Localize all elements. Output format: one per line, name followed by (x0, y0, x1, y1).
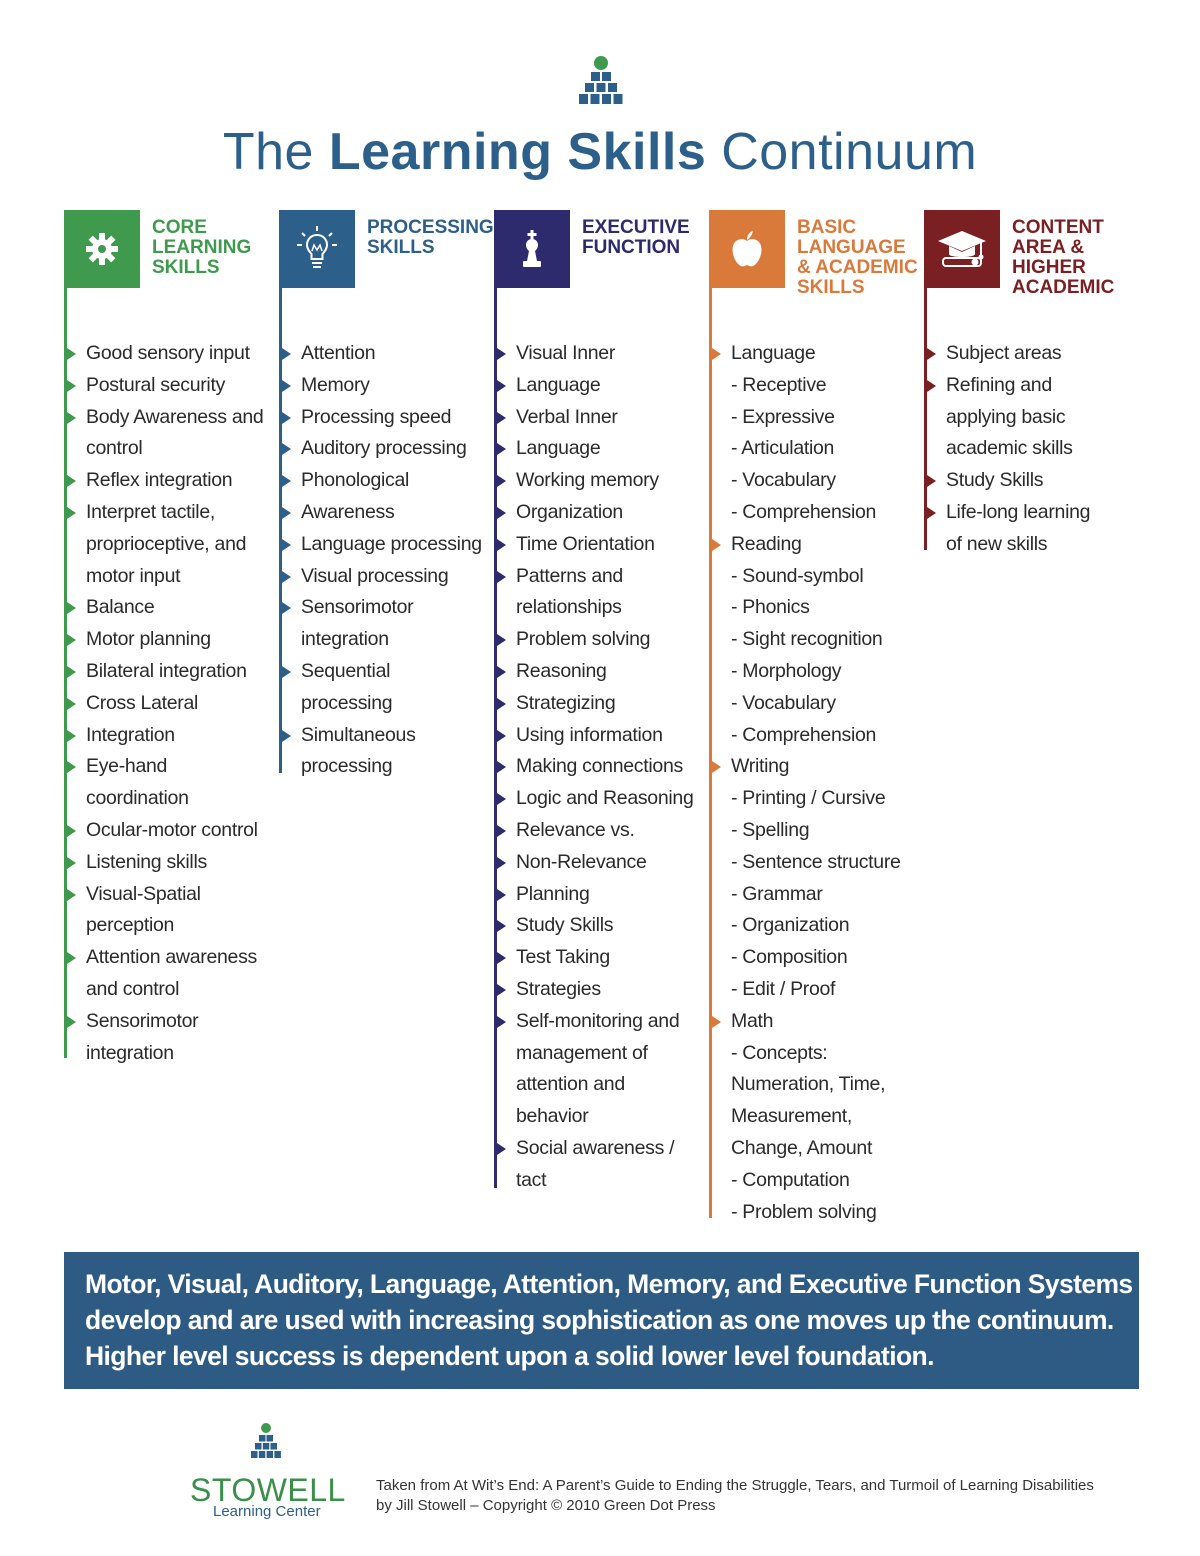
skill-item (279, 529, 494, 561)
skill-item-label: Non-Relevance (516, 850, 647, 873)
skill-item-label: Awareness (301, 500, 395, 523)
skill-item (279, 751, 494, 783)
skill-item (494, 1038, 709, 1070)
skill-item-label: Postural security (86, 373, 226, 396)
skill-item-label: processing (301, 691, 393, 714)
skill-item (494, 1133, 709, 1165)
skill-item (279, 402, 494, 434)
skill-item (709, 847, 924, 879)
skill-item (64, 624, 279, 656)
skill-item-label: Subject areas (946, 342, 1062, 364)
column-processing (279, 210, 494, 778)
brand-subtitle: Learning Center (213, 1503, 321, 1520)
column-title-line: FUNCTION (582, 237, 681, 258)
column-title-line: LEARNING (152, 237, 252, 258)
skill-item-label: Sensorimotor (301, 596, 414, 619)
skill-item-label: Measurement, (731, 1105, 853, 1128)
skill-item (279, 720, 494, 752)
column-content (924, 210, 1134, 555)
skill-item (709, 1133, 924, 1165)
skill-item-label: Interpret tactile, (86, 500, 215, 523)
skill-item-label: Sensorimotor (86, 1009, 199, 1032)
skill-item (494, 433, 709, 465)
skill-item-label: behavior (516, 1105, 589, 1128)
skill-item-label: Strategizing (516, 691, 616, 714)
skill-item (709, 879, 924, 911)
skill-item (494, 688, 709, 720)
column-title-line: SKILLS (152, 257, 220, 278)
skill-item-label: applying basic (946, 405, 1066, 428)
skill-item-label: Auditory processing (301, 437, 467, 460)
skill-item-label: tact (516, 1168, 547, 1191)
skill-item-label: Motor planning (86, 628, 211, 651)
skill-item (494, 370, 709, 402)
skill-item (64, 465, 279, 497)
skill-item (494, 1069, 709, 1101)
skill-item-label: Integration (86, 723, 175, 746)
skill-item (64, 815, 279, 847)
skill-item (709, 910, 924, 942)
skill-item (709, 497, 924, 529)
skill-item-label: - Articulation (731, 437, 835, 460)
skill-item-label: management of (516, 1041, 648, 1064)
skill-item (64, 656, 279, 688)
skill-item (279, 465, 494, 497)
skill-item-label: Planning (516, 882, 590, 905)
skill-item-label: Writing (731, 755, 790, 778)
skill-item (64, 720, 279, 752)
skill-item-label: Ocular-motor control (86, 818, 258, 841)
skill-item-label: academic skills (946, 437, 1073, 460)
skill-item-label: integration (301, 628, 389, 651)
skill-item-label: Memory (301, 373, 370, 396)
skill-item-label: - Composition (731, 946, 848, 969)
skill-item (709, 529, 924, 561)
skill-list (709, 338, 924, 1228)
skill-item-label: Reading (731, 532, 802, 555)
skill-item (924, 338, 1139, 370)
skill-item-label: - Comprehension (731, 723, 877, 746)
skill-item-label: - Vocabulary (731, 469, 836, 492)
skill-item-label: relationships (516, 596, 622, 619)
skill-item (64, 847, 279, 879)
skill-item-label: Verbal Inner (516, 405, 618, 428)
skill-item (64, 592, 279, 624)
skill-item (709, 688, 924, 720)
skill-item-label: Life-long learning (946, 500, 1091, 523)
skill-item (279, 561, 494, 593)
skill-item (494, 815, 709, 847)
skill-item (279, 338, 494, 370)
skill-item-label: Bilateral integration (86, 659, 247, 682)
summary-band (64, 1252, 1139, 1389)
skill-item-label: Language (516, 373, 601, 396)
skill-item (494, 879, 709, 911)
skill-item (494, 592, 709, 624)
skill-item-label: - Sight recognition (731, 628, 883, 651)
skill-item-label: Processing speed (301, 405, 452, 428)
skill-item (64, 370, 279, 402)
skill-item-label: - Grammar (731, 882, 823, 905)
skill-item-label: Social awareness / (516, 1136, 675, 1159)
skill-item-label: Strategies (516, 977, 601, 1000)
column-title (367, 218, 494, 258)
skill-item (64, 910, 279, 942)
skill-item-label: Simultaneous (301, 723, 416, 746)
skill-item-label: Body Awareness and (86, 405, 264, 428)
skill-item-label: - Vocabulary (731, 691, 836, 714)
skill-item-label: Visual-Spatial (86, 882, 201, 905)
skill-item-label: Eye-hand (86, 755, 168, 778)
skill-item (709, 815, 924, 847)
skill-item-label: Reasoning (516, 659, 607, 682)
column-title-line: LANGUAGE (797, 237, 906, 258)
skill-item-label: Phonological (301, 469, 410, 492)
skill-item-label: perception (86, 914, 175, 937)
column-language (709, 210, 919, 1223)
skill-item-label: Refining and (946, 373, 1052, 396)
skill-item (709, 942, 924, 974)
skill-item (494, 1006, 709, 1038)
stowell-blocks-logo (573, 55, 629, 111)
column-header (64, 210, 274, 290)
skill-item (709, 751, 924, 783)
skill-item (709, 402, 924, 434)
skill-item (279, 656, 494, 688)
skill-item (924, 402, 1139, 434)
credit-line: by Jill Stowell – Copyright © 2010 Green Dot Press (376, 1497, 716, 1514)
column-title-line: CONTENT (1012, 217, 1104, 238)
skill-item (494, 783, 709, 815)
skill-item-label: - Printing / Cursive (731, 787, 886, 810)
credit-line: Taken from At Wit’s End: A Parent’s Guide to Ending the Struggle, Tears, and Turmoil of Learning Disabilities (376, 1477, 1094, 1494)
skill-item-label: Problem solving (516, 628, 651, 651)
skill-item (709, 1101, 924, 1133)
skill-item-label: Sequential (301, 659, 391, 682)
chess-piece-icon (494, 210, 570, 288)
skill-item (494, 529, 709, 561)
skill-item (494, 465, 709, 497)
source-credit (376, 1476, 1094, 1516)
skill-item (64, 1038, 279, 1070)
skill-item (709, 1197, 924, 1229)
skill-item (494, 751, 709, 783)
skill-item (924, 497, 1139, 529)
skill-item-label: Reflex integration (86, 469, 233, 492)
skill-item (64, 974, 279, 1006)
column-title (797, 218, 918, 298)
skill-item (64, 751, 279, 783)
skill-item (924, 465, 1139, 497)
summary-line: Higher level success is dependent upon a solid lower level foundation. (85, 1341, 934, 1371)
skill-item-label: Time Orientation (516, 532, 655, 555)
skill-item (494, 1101, 709, 1133)
skill-item-label: - Expressive (731, 405, 835, 428)
column-title-line: SKILLS (797, 277, 865, 298)
skill-item (494, 910, 709, 942)
skill-item (494, 720, 709, 752)
column-title-line: EXECUTIVE (582, 217, 690, 238)
skill-item-label: control (86, 437, 143, 460)
skill-item-label: motor input (86, 564, 181, 587)
column-header (279, 210, 494, 290)
skill-item-label: Logic and Reasoning (516, 787, 694, 810)
skill-item (279, 592, 494, 624)
apple-icon (709, 210, 785, 288)
column-title-line: CORE (152, 217, 207, 238)
skill-item (709, 592, 924, 624)
skill-item (279, 370, 494, 402)
skill-item (64, 561, 279, 593)
column-title-line: SKILLS (367, 237, 435, 258)
gear-icon (64, 210, 140, 288)
skill-item (279, 688, 494, 720)
skill-item (64, 529, 279, 561)
column-header (709, 210, 919, 298)
skill-item-label: - Edit / Proof (731, 977, 836, 1000)
skill-item (924, 370, 1139, 402)
skill-item-label: proprioceptive, and (86, 532, 247, 555)
skill-item-label: and control (86, 977, 180, 1000)
column-title-line: & ACADEMIC (797, 257, 918, 278)
lightbulb-icon (279, 210, 355, 288)
skill-item-label: coordination (86, 787, 189, 810)
skill-item-label: Organization (516, 500, 623, 523)
column-executive (494, 210, 704, 1191)
skill-item-label: Numeration, Time, (731, 1073, 886, 1096)
skill-item-label: - Sound-symbol (731, 564, 864, 587)
column-title-line: AREA & (1012, 237, 1085, 258)
skill-item (64, 942, 279, 974)
skill-item-label: - Computation (731, 1168, 850, 1191)
skill-item-label: Cross Lateral (86, 691, 199, 714)
skill-item-label: Visual processing (301, 564, 449, 587)
page-title (0, 122, 1200, 182)
skill-item-label: Relevance vs. (516, 818, 635, 841)
skill-list (64, 338, 279, 1069)
skill-item (709, 1006, 924, 1038)
skill-item-label: Working memory (516, 469, 659, 492)
skill-item (494, 561, 709, 593)
skill-item (709, 561, 924, 593)
skill-item (494, 402, 709, 434)
column-core (64, 210, 274, 1064)
skill-item (924, 433, 1139, 465)
skill-item-label: Language (516, 437, 601, 460)
skill-item-label: Study Skills (946, 469, 1044, 492)
skill-item-label: Attention awareness (86, 946, 257, 969)
skill-item (709, 1069, 924, 1101)
title-bold: Learning Skills (328, 123, 707, 181)
skill-item-label: Language processing (301, 532, 482, 555)
column-title-line: ACADEMIC (1012, 277, 1115, 298)
skill-item (709, 783, 924, 815)
skill-item (64, 402, 279, 434)
column-header (494, 210, 704, 290)
skill-item (924, 529, 1139, 561)
skill-item-label: - Problem solving (731, 1200, 877, 1223)
brand-name: STOWELL (190, 1472, 346, 1508)
skill-item (64, 497, 279, 529)
column-title (152, 218, 251, 278)
skill-item (64, 879, 279, 911)
skill-item-label: integration (86, 1041, 174, 1064)
skill-item (64, 783, 279, 815)
skill-item (64, 338, 279, 370)
skill-item (494, 624, 709, 656)
stowell-small-logo (246, 1423, 286, 1463)
column-title (1012, 218, 1114, 298)
skill-item-label: - Morphology (731, 659, 842, 682)
skill-item-label: Visual Inner (516, 342, 616, 364)
skill-item-label: Listening skills (86, 850, 207, 873)
skill-item (709, 433, 924, 465)
skill-item (709, 656, 924, 688)
title-suffix: Continuum (706, 123, 978, 181)
skill-item (279, 497, 494, 529)
column-header (924, 210, 1134, 298)
skill-item (709, 624, 924, 656)
skill-item-label: Patterns and (516, 564, 623, 587)
skill-list (924, 338, 1139, 561)
column-title-line: HIGHER (1012, 257, 1086, 278)
skill-item-label: Language (731, 342, 816, 364)
skill-list (279, 338, 494, 783)
skill-item (279, 624, 494, 656)
column-title (582, 218, 690, 258)
skill-item (494, 497, 709, 529)
skill-item (494, 974, 709, 1006)
skill-item-label: Balance (86, 596, 155, 619)
skill-item-label: Making connections (516, 755, 683, 778)
skill-item-label: Good sensory input (86, 342, 250, 364)
skill-item-label: Using information (516, 723, 663, 746)
skill-item-label: - Organization (731, 914, 850, 937)
skill-item (64, 433, 279, 465)
skill-item-label: - Phonics (731, 596, 810, 619)
skill-list (494, 338, 709, 1197)
skill-item-label: Test Taking (516, 946, 610, 969)
skill-item (709, 1165, 924, 1197)
skill-item-label: - Receptive (731, 373, 827, 396)
skill-item (709, 465, 924, 497)
skill-item-label: - Concepts: (731, 1041, 828, 1064)
skill-item (709, 720, 924, 752)
skill-item-label: of new skills (946, 532, 1048, 555)
skill-item-label: processing (301, 755, 393, 778)
summary-line: develop and are used with increasing sophistication as one moves up the continuum. (85, 1305, 1114, 1335)
graduation-cap-icon (924, 210, 1000, 288)
skill-item (494, 656, 709, 688)
skill-item-label: - Spelling (731, 818, 810, 841)
skill-item-label: Change, Amount (731, 1136, 873, 1159)
skill-item (494, 338, 709, 370)
skill-item-label: - Comprehension (731, 500, 877, 523)
skill-item (494, 1165, 709, 1197)
skill-item-label: attention and (516, 1073, 625, 1096)
skill-item (709, 974, 924, 1006)
skill-item-label: Math (731, 1009, 774, 1032)
skill-item (709, 338, 924, 370)
skill-item-label: Study Skills (516, 914, 614, 937)
column-title-line: PROCESSING (367, 217, 494, 238)
skill-item (64, 688, 279, 720)
skill-item (709, 370, 924, 402)
skill-item (709, 1038, 924, 1070)
skill-item (279, 433, 494, 465)
column-title-line: BASIC (797, 217, 857, 238)
skill-item (494, 847, 709, 879)
skill-item-label: - Sentence structure (731, 850, 901, 873)
skill-item-label: Self-monitoring and (516, 1009, 680, 1032)
skill-item (64, 1006, 279, 1038)
skill-item-label: Attention (301, 342, 376, 364)
summary-line: Motor, Visual, Auditory, Language, Attention, Memory, and Executive Function Systems (85, 1269, 1133, 1299)
skill-item (494, 942, 709, 974)
title-prefix: The (222, 123, 329, 181)
